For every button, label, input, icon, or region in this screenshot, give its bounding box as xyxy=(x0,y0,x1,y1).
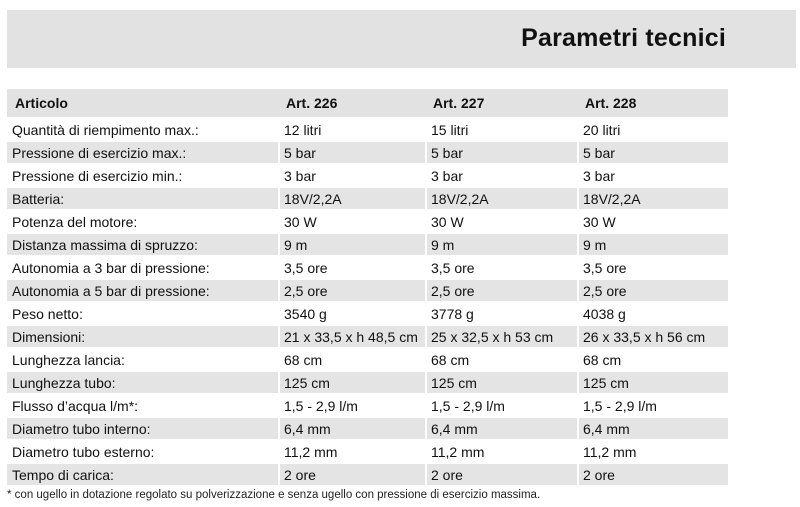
footnote: * con ugello in dotazione regolato su polverizzazione e senza ugello con pressione di esercizio massima. xyxy=(7,489,541,501)
value-art-228: 125 cm xyxy=(577,372,728,395)
value-art-228: 3 bar xyxy=(577,165,728,188)
header-art-228: Art. 228 xyxy=(577,89,728,119)
value-art-227: 18V/2,2A xyxy=(425,188,577,211)
row-label: Peso netto: xyxy=(7,303,278,326)
row-label: Lunghezza lancia: xyxy=(7,349,278,372)
row-label: Pressione di esercizio max.: xyxy=(7,142,278,165)
value-art-227: 6,4 mm xyxy=(425,418,577,441)
table-row xyxy=(7,326,728,349)
table-row xyxy=(7,188,728,211)
value-art-228: 2,5 ore xyxy=(577,280,728,303)
row-label: Distanza massima di spruzzo: xyxy=(7,234,278,257)
row-label: Flusso d’acqua l/m*: xyxy=(7,395,278,418)
value-art-227: 9 m xyxy=(425,234,577,257)
value-art-228: 20 litri xyxy=(577,119,728,142)
row-label: Diametro tubo esterno: xyxy=(7,441,278,464)
value-art-228: 68 cm xyxy=(577,349,728,372)
row-label: Diametro tubo interno: xyxy=(7,418,278,441)
value-art-227: 1,5 - 2,9 l/m xyxy=(425,395,577,418)
value-art-227: 2 ore xyxy=(425,464,577,487)
value-art-226: 3540 g xyxy=(278,303,425,326)
row-label: Pressione di esercizio min.: xyxy=(7,165,278,188)
table-row xyxy=(7,418,728,441)
value-art-227: 3778 g xyxy=(425,303,577,326)
page-title: Parametri tecnici xyxy=(521,24,726,52)
specs-table xyxy=(7,89,728,487)
table-row xyxy=(7,119,728,142)
value-art-226: 2,5 ore xyxy=(278,280,425,303)
value-art-228: 4038 g xyxy=(577,303,728,326)
value-art-226: 21 x 33,5 x h 48,5 cm xyxy=(278,326,425,349)
value-art-227: 2,5 ore xyxy=(425,280,577,303)
value-art-228: 6,4 mm xyxy=(577,418,728,441)
row-label: Autonomia a 3 bar di pressione: xyxy=(7,257,278,280)
row-label: Potenza del motore: xyxy=(7,211,278,234)
value-art-228: 11,2 mm xyxy=(577,441,728,464)
table-row xyxy=(7,441,728,464)
value-art-227: 25 x 32,5 x h 53 cm xyxy=(425,326,577,349)
value-art-226: 2 ore xyxy=(278,464,425,487)
row-label: Batteria: xyxy=(7,188,278,211)
header-art-227: Art. 227 xyxy=(425,89,577,119)
value-art-226: 12 litri xyxy=(278,119,425,142)
value-art-227: 30 W xyxy=(425,211,577,234)
value-art-227: 68 cm xyxy=(425,349,577,372)
value-art-228: 26 x 33,5 x h 56 cm xyxy=(577,326,728,349)
table-header-row xyxy=(7,89,728,119)
value-art-226: 3 bar xyxy=(278,165,425,188)
row-label: Lunghezza tubo: xyxy=(7,372,278,395)
value-art-226: 6,4 mm xyxy=(278,418,425,441)
value-art-226: 11,2 mm xyxy=(278,441,425,464)
table-row xyxy=(7,464,728,487)
table-row xyxy=(7,303,728,326)
value-art-227: 3 bar xyxy=(425,165,577,188)
row-label: Autonomia a 5 bar di pressione: xyxy=(7,280,278,303)
value-art-228: 9 m xyxy=(577,234,728,257)
value-art-227: 3,5 ore xyxy=(425,257,577,280)
value-art-228: 1,5 - 2,9 l/m xyxy=(577,395,728,418)
table-row xyxy=(7,211,728,234)
value-art-226: 3,5 ore xyxy=(278,257,425,280)
table-row xyxy=(7,395,728,418)
table-row xyxy=(7,372,728,395)
row-label: Tempo di carica: xyxy=(7,464,278,487)
table-row xyxy=(7,234,728,257)
row-label: Dimensioni: xyxy=(7,326,278,349)
value-art-228: 5 bar xyxy=(577,142,728,165)
value-art-226: 30 W xyxy=(278,211,425,234)
value-art-228: 18V/2,2A xyxy=(577,188,728,211)
title-bar xyxy=(7,10,796,68)
value-art-226: 9 m xyxy=(278,234,425,257)
header-art-226: Art. 226 xyxy=(278,89,425,119)
header-articolo: Articolo xyxy=(7,89,278,119)
value-art-228: 3,5 ore xyxy=(577,257,728,280)
value-art-227: 5 bar xyxy=(425,142,577,165)
value-art-227: 125 cm xyxy=(425,372,577,395)
value-art-226: 1,5 - 2,9 l/m xyxy=(278,395,425,418)
value-art-228: 30 W xyxy=(577,211,728,234)
value-art-226: 18V/2,2A xyxy=(278,188,425,211)
table-row xyxy=(7,280,728,303)
table-row xyxy=(7,165,728,188)
table-body xyxy=(7,119,728,487)
value-art-226: 125 cm xyxy=(278,372,425,395)
value-art-227: 15 litri xyxy=(425,119,577,142)
table-row xyxy=(7,142,728,165)
row-label: Quantità di riempimento max.: xyxy=(7,119,278,142)
value-art-228: 2 ore xyxy=(577,464,728,487)
value-art-226: 68 cm xyxy=(278,349,425,372)
value-art-226: 5 bar xyxy=(278,142,425,165)
table-row xyxy=(7,257,728,280)
value-art-227: 11,2 mm xyxy=(425,441,577,464)
table-row xyxy=(7,349,728,372)
